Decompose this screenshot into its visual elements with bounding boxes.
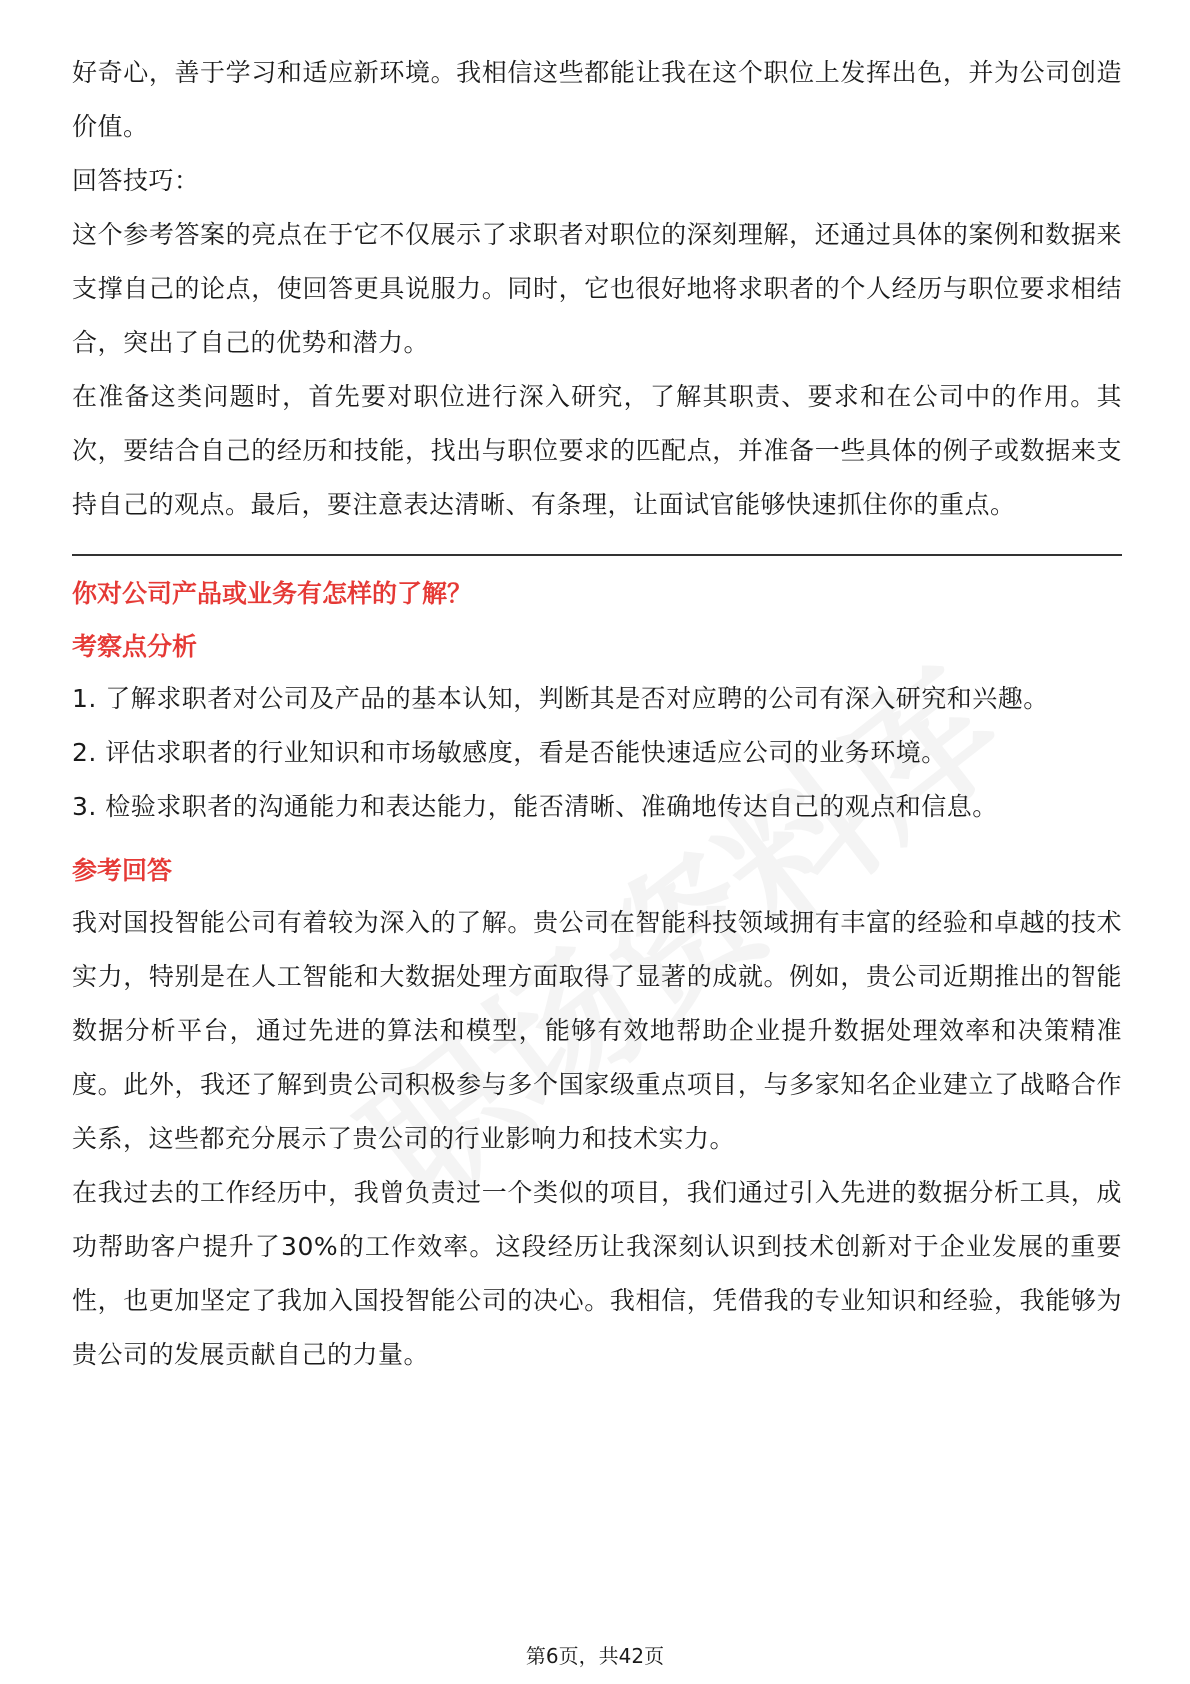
intro-paragraph-2: 这个参考答案的亮点在于它不仅展示了求职者对职位的深刻理解，还通过具体的案例和数据来支撑自己的论点，使回答更具说服力。同时，它也很好地将求职者的个人经历与职位要求相结合，突出了自己的优势和潜力。 <box>72 220 1122 357</box>
page-number: 第6页，共42页 <box>525 1644 665 1668</box>
section-divider <box>72 554 1122 556</box>
analysis-point-1: 1. 了解求职者对公司及产品的基本认知，判断其是否对应聘的公司有深入研究和兴趣。 <box>72 684 1049 713</box>
analysis-heading: 考察点分析 <box>72 632 198 661</box>
answer-paragraph-2: 在我过去的工作经历中，我曾负责过一个类似的项目，我们通过引入先进的数据分析工具，成功帮助客户提升了30%的工作效率。这段经历让我深刻认识到技术创新对于企业发展的重要性，也更加坚定了我加入国投智能公司的决心。我相信，凭借我的专业知识和经验，我能够为贵公司的发展贡献自己的力量。 <box>72 1178 1122 1369</box>
tips-label: 回答技巧： <box>72 166 200 195</box>
analysis-point-2: 2. 评估求职者的行业知识和市场敏感度，看是否能快速适应公司的业务环境。 <box>72 738 947 767</box>
intro-paragraph-3: 在准备这类问题时，首先要对职位进行深入研究，了解其职责、要求和在公司中的作用。其次，要结合自己的经历和技能，找出与职位要求的匹配点，并准备一些具体的例子或数据来支持自己的观点。最后，要注意表达清晰、有条理，让面试官能够快速抓住你的重点。 <box>72 382 1122 519</box>
intro-paragraph-1: 好奇心，善于学习和适应新环境。我相信这些都能让我在这个职位上发挥出色，并为公司创造价值。 <box>72 58 1122 141</box>
document-body <box>72 46 1122 1382</box>
analysis-point-3: 3. 检验求职者的沟通能力和表达能力，能否清晰、准确地传达自己的观点和信息。 <box>72 792 998 821</box>
question-title: 你对公司产品或业务有怎样的了解？ <box>72 579 473 608</box>
answer-paragraph-1: 我对国投智能公司有着较为深入的了解。贵公司在智能科技领域拥有丰富的经验和卓越的技术实力，特别是在人工智能和大数据处理方面取得了显著的成就。例如，贵公司近期推出的智能数据分析平台，通过先进的算法和模型，能够有效地帮助企业提升数据处理效率和决策精准度。此外，我还了解到贵公司积极参与多个国家级重点项目，与多家知名企业建立了战略合作关系，这些都充分展示了贵公司的行业影响力和技术实力。 <box>72 908 1122 1153</box>
answer-heading: 参考回答 <box>72 856 173 885</box>
